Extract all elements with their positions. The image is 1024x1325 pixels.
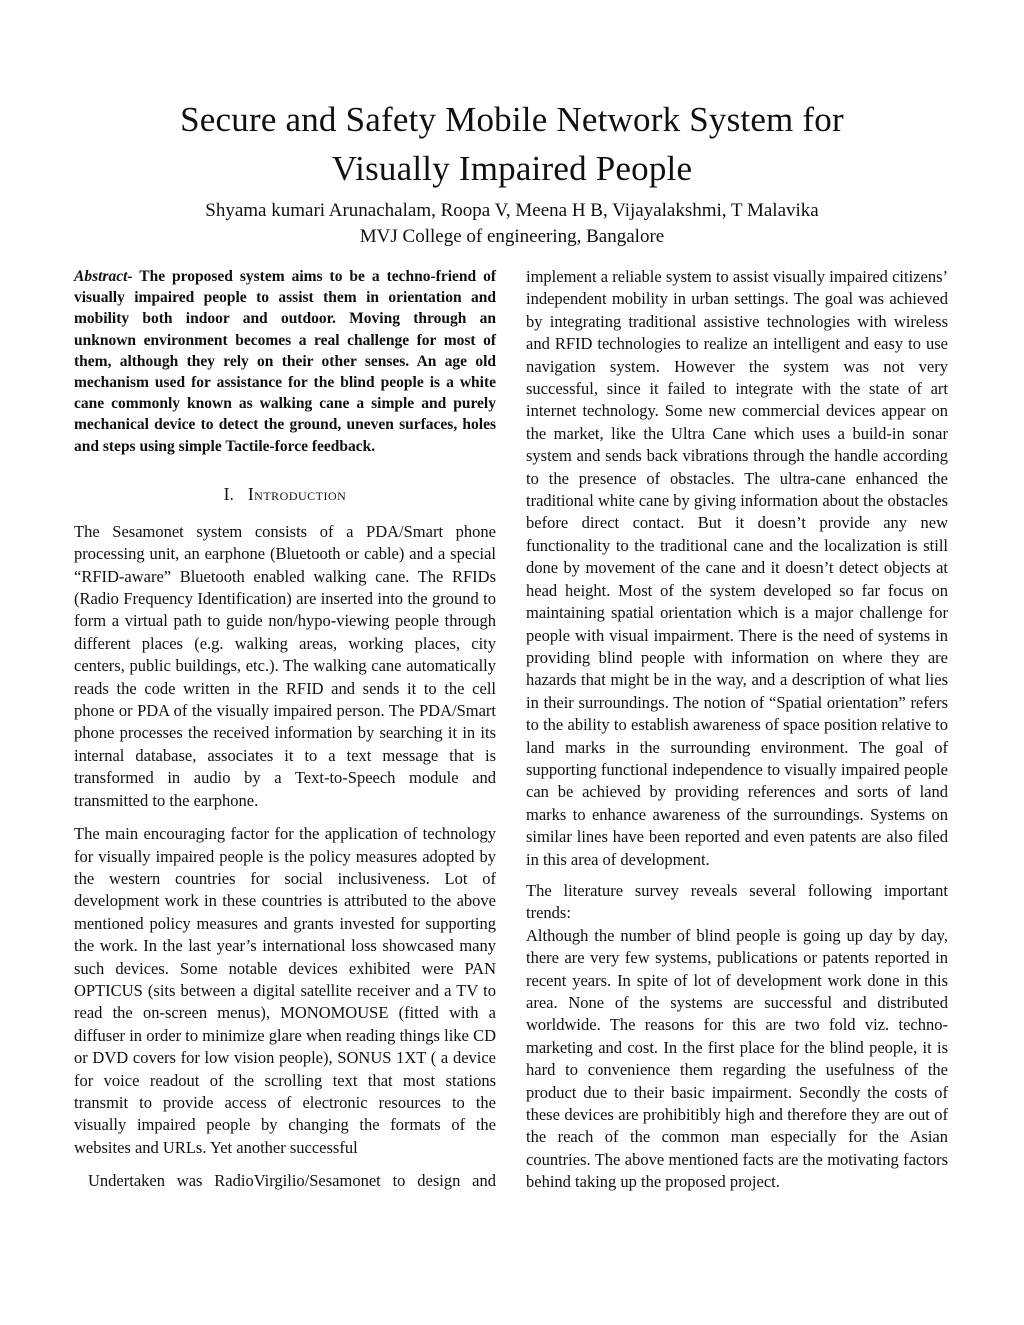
two-column-body [74, 266, 948, 1194]
page-title [0, 95, 1024, 193]
abstract-text: The proposed system aims to be a techno-friend of visually impaired people to assist them in orientation and mobility both indoor and outdoor. Moving through an unknown environment becomes a real challenge for most of them, although they rely on their other senses. An age old mechanism used for assistance for the blind people is a white cane commonly known as walking cane a simple and purely mechanical device to detect the ground, uneven surfaces, holes and steps using simple Tactile-force feedback. [74, 268, 496, 455]
literature-survey-body: Although the number of blind people is going up day by day, there are very few systems, publications or patents reported in recent years. In spite of lot of development work done in this area. None of the systems are successful and distributed worldwide. The reasons for this are two fold viz. techno-marketing and cost. In the first place for the blind people, it is hard to convenience them regarding the usefulness of the product due to their basic impairment. Secondly the costs of these devices are prohibitibly high and therefore they are out of the reach of the common man especially for the Asian countries. The above mentioned facts are the motivating factors behind taking up the proposed project. [526, 925, 948, 1192]
intro-paragraph-3: Undertaken was RadioVirgilio/Sesamonet to design and [88, 1171, 496, 1191]
authors-line: Shyama kumari Arunachalam, Roopa V, Meena H B, Vijayalakshmi, T Malavika [205, 200, 819, 221]
intro-paragraph-1: The Sesamonet system consists of a PDA/Smart phone processing unit, an earphone (Bluetooth or cable) and a special “RFID-aware” Bluetooth enabled walking cane. The RFIDs (Radio Frequency Identification) are inserted into the ground to form a virtual path to guide non/hypo-viewing people through different places (e.g. walking areas, working places, city centers, public buildings, etc.). The walking cane automatically reads the code written in the RFID and sends it to the cell phone or PDA of the visually impaired person. The PDA/Smart phone processes the received information by searching it in its internal database, associates it to a text message that is transformed in audio by a Text-to-Speech module and transmitted to the earphone. [74, 521, 496, 810]
section-title: Introduction [247, 483, 347, 504]
affiliation-line: MVJ College of engineering, Bangalore [359, 226, 665, 247]
abstract-label: Abstract- [74, 268, 133, 285]
right-column [526, 266, 948, 1194]
section-number: I. [223, 483, 234, 504]
section-heading-introduction [74, 483, 496, 505]
literature-survey-lead: The literature survey reveals several following important trends: [526, 880, 948, 923]
right-paragraph-1: implement a reliable system to assist visually impaired citizens’ independent mobility in urban settings. The goal was achieved by integrating traditional assistive technologies with wireless and RFID technologies to realize an intelligent and easy to use navigation system. However the system was not very successful, since it failed to integrate with the state of art internet technology. Some new commercial devices appear on the market, like the Ultra Cane which uses a build-in sonar system and sends back vibrations through the handle according to the presence of obstacles. The ultra-cane enhanced the traditional white cane by giving information about the obstacles before direct contact. But it doesn’t provide any new functionality to the traditional cane and the localization is still done by movement of the cane and it doesn’t detect objects at head height. Most of the system developed so far focus on maintaining spatial orientation which is a major challenge for people with visual impairment. There is the need of systems in providing blind people with information on where they are hazards that might be in the way, and a description of what lies in their surroundings. The notion of “Spatial orientation” refers to the ability to establish awareness of space position relative to land marks in the surrounding environment. The goal of supporting functional independence to visually impaired people can be achieved by providing references and sorts of land marks to enhance awareness of the surroundings. Systems on similar lines have been reported and even patents are also filed in this area of development. [526, 267, 948, 869]
paper-header [0, 0, 1024, 250]
abstract-paragraph [74, 266, 496, 457]
left-column [74, 266, 496, 1194]
page-title-line-1: Secure and Safety Mobile Network System for [180, 100, 844, 139]
page-title-line-2: Visually Impaired People [331, 149, 693, 188]
intro-paragraph-2: The main encouraging factor for the application of technology for visually impaired people is the policy measures adopted by the western countries for social inclusiveness. Lot of development work in these countries is attributed to the above mentioned policy measures and grants invested for supporting the work. In the last year’s international loss showcased many such devices. Some notable devices exhibited were PAN OPTICUS (sits between a digital satellite receiver and a TV to read the on-screen menus), MONOMOUSE (fitted with a diffuser in order to minimize glare when reading things like CD or DVD covers for low vision people), SONUS 1XT ( a device for voice readout of the scrolling text that most stations transmit to provide access of electronic resources to the visually impaired people by changing the formats of the websites and URLs. Yet another successful [74, 824, 496, 1157]
